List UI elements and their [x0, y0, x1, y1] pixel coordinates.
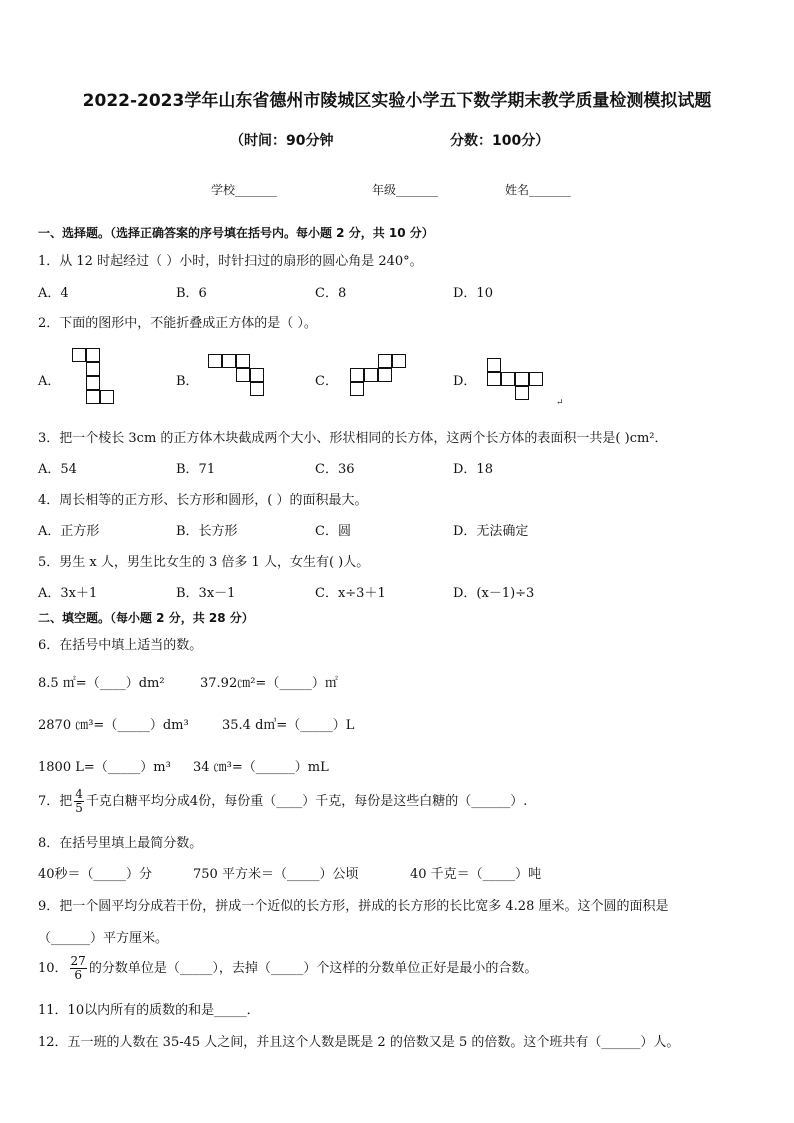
q2-text: 2．下面的图形中，不能折叠成正方体的是（ ）。	[38, 316, 317, 331]
q8-text: 8．在括号里填上最简分数。	[38, 836, 203, 851]
q3-option-c: C．36	[315, 462, 355, 477]
q9-text: 9．把一个圆平均分成若干份，拼成一个近似的长方形，拼成的长方形的长比宽多 4.28 厘米。这个圆的面积是	[38, 899, 669, 914]
school-field: 学校_______	[211, 183, 278, 197]
section2-heading: 二、填空题。（每小题 2 分，共 28 分）	[38, 611, 254, 625]
q5-option-a: A．3x＋1	[38, 586, 98, 601]
q4-option-c: C．圆	[315, 524, 351, 539]
grade-field: 年级_______	[372, 183, 439, 197]
exam-time: （时间：90分钟	[230, 133, 334, 149]
q3-text: 3．把一个棱长 3cm 的正方体木块截成两个大小、形状相同的长方体，这两个长方体的表面积一共是( )cm²．	[38, 431, 668, 446]
q3-option-b: B．71	[176, 462, 216, 477]
q8-item-c: 40 千克＝（_____）吨	[410, 867, 542, 882]
q6-text: 6．在括号中填上适当的数。	[38, 638, 203, 653]
q4-option-d: D．无法确定	[453, 524, 529, 539]
q2-option-a: A．	[38, 374, 61, 389]
q2-option-c: C．	[315, 374, 338, 389]
q5-text: 5．男生 x 人，男生比女生的 3 倍多 1 人，女生有( )人。	[38, 555, 370, 570]
q2-option-d: D．	[453, 374, 477, 389]
q12-text: 12．五一班的人数在 35-45 人之间，并且这个人数是既是 2 的倍数又是 5 的倍数。这个班共有（______）人。	[38, 1035, 680, 1050]
q4-option-a: A．正方形	[38, 524, 100, 539]
q7-text	[38, 788, 527, 815]
q7-prefix: 7．把	[38, 794, 73, 809]
q1-option-b: B．6	[176, 286, 207, 301]
q6-item-3a: 1800 L=（_____）m³	[38, 760, 171, 775]
q6-item-2a: 2870 ㎝³=（_____）dm³	[38, 718, 189, 733]
q10-text	[38, 955, 537, 982]
q6-item-1a: 8.5 ㎡=（____）dm²	[38, 676, 165, 691]
q1-option-a: A．4	[38, 286, 69, 301]
q1-option-c: C．8	[315, 286, 347, 301]
q10-fraction	[70, 955, 87, 982]
q10-denominator: 6	[74, 968, 82, 982]
q6-item-3b: 34 ㎝³=（______）mL	[193, 760, 329, 775]
q2-option-b: B．	[176, 374, 199, 389]
q5-option-d: D．(x－1)÷3	[453, 586, 535, 601]
q10-prefix: 10．	[38, 961, 68, 976]
q3-option-a: A．54	[38, 462, 77, 477]
q6-item-1b: 37.92㎝²=（_____）㎡	[200, 676, 338, 691]
q1-text: 1．从 12 时起经过（ ）小时，时针扫过的扇形的圆心角是 240°。	[38, 254, 423, 269]
q10-numerator: 27	[70, 954, 86, 968]
q8-item-a: 40秒＝（_____）分	[38, 867, 153, 882]
section1-heading: 一、选择题。（选择正确答案的序号填在括号内。每小题 2 分，共 10 分）	[38, 226, 434, 240]
q5-option-c: C．x÷3＋1	[315, 586, 386, 601]
q9-text-cont: （______）平方厘米。	[38, 931, 169, 946]
q4-option-b: B．长方形	[176, 524, 238, 539]
q7-numerator: 4	[75, 787, 83, 801]
q7-fraction	[74, 788, 84, 815]
exam-score: 分数：100分）	[450, 133, 550, 149]
q11-text: 11．10以内所有的质数的和是_____．	[38, 1003, 260, 1018]
q7-denominator: 5	[75, 801, 83, 815]
page-title: 2022-2023学年山东省德州市陵城区实验小学五下数学期末教学质量检测模拟试题	[82, 91, 712, 111]
q10-suffix: 的分数单位是（_____），去掉（_____）个这样的分数单位正好是最小的合数。	[88, 961, 538, 976]
q1-option-d: D．10	[453, 286, 493, 301]
q7-suffix: 千克白糖平均分成4份，每份重（____）千克，每份是这些白糖的（______）.	[85, 794, 528, 809]
name-field: 姓名_______	[505, 183, 572, 197]
q3-option-d: D．18	[453, 462, 493, 477]
q5-option-b: B．3x－1	[176, 586, 236, 601]
q8-item-b: 750 平方米＝（_____）公顷	[193, 867, 359, 882]
q4-text: 4．周长相等的正方形、长方形和圆形，( ）的面积最大。	[38, 493, 368, 508]
text-cursor-icon: ↵	[556, 398, 564, 408]
q6-item-2b: 35.4 d㎥=（_____）L	[222, 718, 355, 733]
